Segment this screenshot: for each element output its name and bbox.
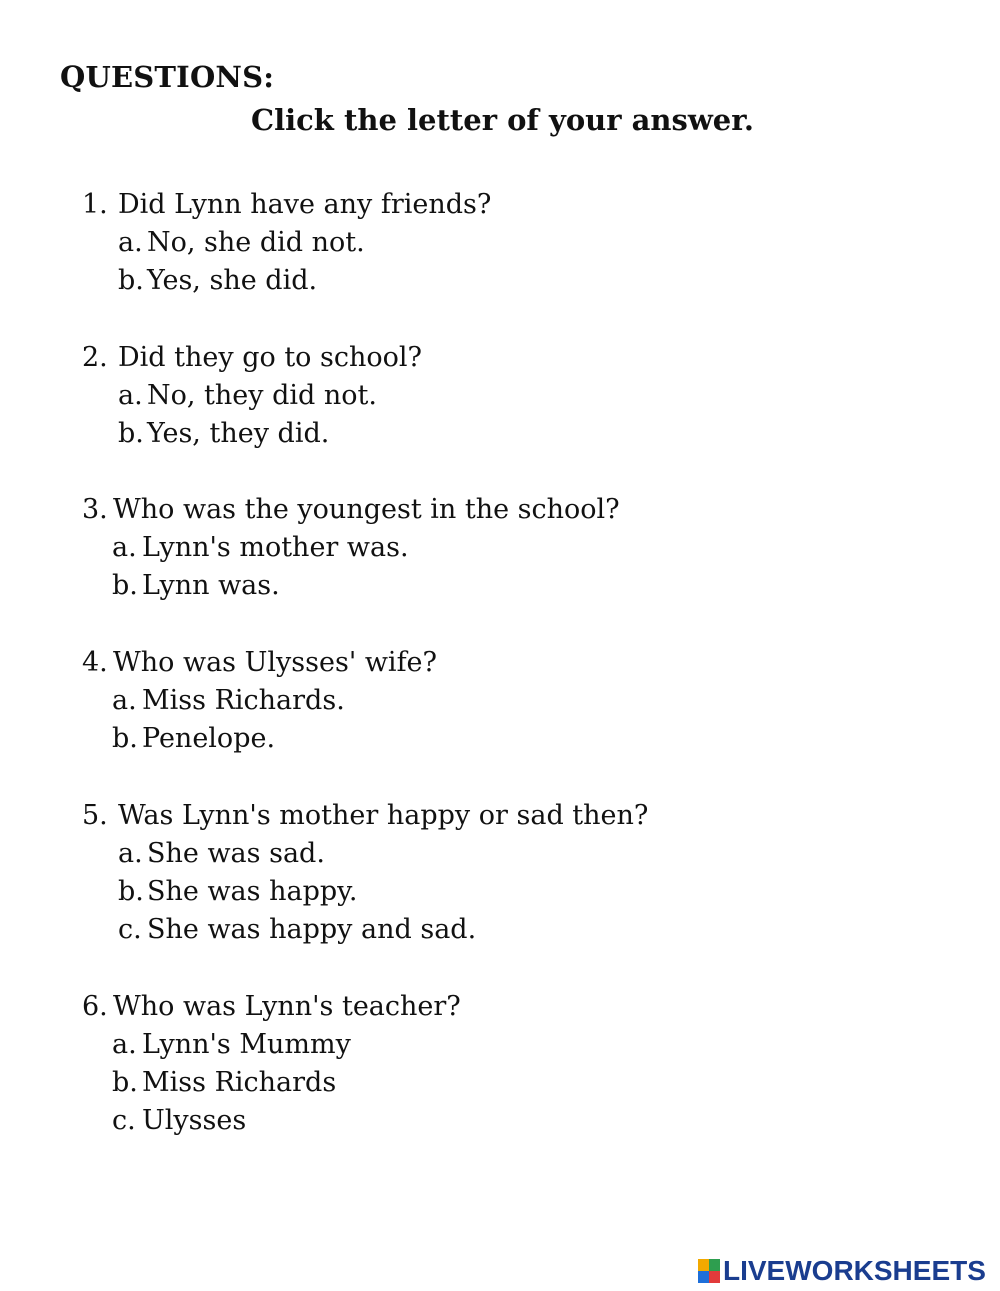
option-letter[interactable]: a. <box>118 380 143 411</box>
option-letter[interactable]: a. <box>112 685 137 716</box>
option-letter[interactable]: a. <box>118 838 143 869</box>
logo-square-tr <box>709 1259 720 1271</box>
logo-square-bl <box>698 1271 709 1283</box>
option-text: Yes, she did. <box>147 265 318 296</box>
option-text: Ulysses <box>142 1105 247 1136</box>
answer-option-4b[interactable] <box>82 720 437 758</box>
question-text: Did they go to school? <box>118 342 423 373</box>
answer-option-1a[interactable] <box>82 224 491 262</box>
answer-option-2b[interactable] <box>82 415 422 453</box>
option-text: No, she did not. <box>147 227 365 258</box>
instruction-text: Click the letter of your answer. <box>251 103 754 137</box>
option-text: She was happy. <box>147 876 358 907</box>
question-number: 2. <box>82 342 108 373</box>
option-text: She was sad. <box>147 838 325 869</box>
question-number: 4. <box>82 647 108 678</box>
page-title: QUESTIONS: <box>60 60 275 94</box>
logo-square-tl <box>698 1259 709 1271</box>
answer-option-5a[interactable] <box>82 835 648 873</box>
option-letter[interactable]: b. <box>112 1067 138 1098</box>
option-letter[interactable]: b. <box>118 418 144 449</box>
option-letter[interactable]: b. <box>112 570 138 601</box>
answer-option-4a[interactable] <box>82 682 437 720</box>
question-2 <box>82 339 422 453</box>
option-text: Penelope. <box>142 723 276 754</box>
question-number: 6. <box>82 991 108 1022</box>
option-text: Lynn was. <box>142 570 280 601</box>
question-5 <box>82 797 648 949</box>
question-text: Was Lynn's mother happy or sad then? <box>118 800 649 831</box>
logo-square-br <box>709 1271 720 1283</box>
brand-name: LIVEWORKSHEETS <box>723 1255 986 1286</box>
option-text: Lynn's mother was. <box>142 532 409 563</box>
question-number: 5. <box>82 800 108 831</box>
question-text: Did Lynn have any friends? <box>118 189 492 220</box>
answer-option-6b[interactable] <box>82 1064 461 1102</box>
option-letter[interactable]: b. <box>112 723 138 754</box>
answer-option-6c[interactable] <box>82 1102 461 1140</box>
option-text: Miss Richards. <box>142 685 345 716</box>
question-3 <box>82 491 620 605</box>
question-text: Who was Lynn's teacher? <box>113 991 461 1022</box>
answer-option-2a[interactable] <box>82 377 422 415</box>
question-number: 3. <box>82 494 108 525</box>
answer-option-1b[interactable] <box>82 262 491 300</box>
liveworksheets-brand <box>698 1257 986 1285</box>
liveworksheets-logo-icon <box>698 1259 720 1283</box>
option-text: Yes, they did. <box>147 418 330 449</box>
question-1 <box>82 186 491 300</box>
option-letter[interactable]: a. <box>118 227 143 258</box>
option-text: She was happy and sad. <box>147 914 477 945</box>
option-text: Miss Richards <box>142 1067 337 1098</box>
answer-option-6a[interactable] <box>82 1026 461 1064</box>
question-6 <box>82 988 461 1140</box>
answer-option-5b[interactable] <box>82 873 648 911</box>
option-letter[interactable]: c. <box>118 914 142 945</box>
option-letter[interactable]: a. <box>112 1029 137 1060</box>
question-number: 1. <box>82 189 108 220</box>
answer-option-5c[interactable] <box>82 911 648 949</box>
option-text: Lynn's Mummy <box>142 1029 351 1060</box>
option-text: No, they did not. <box>147 380 377 411</box>
answer-option-3b[interactable] <box>82 567 620 605</box>
answer-option-3a[interactable] <box>82 529 620 567</box>
option-letter[interactable]: b. <box>118 265 144 296</box>
option-letter[interactable]: a. <box>112 532 137 563</box>
option-letter[interactable]: c. <box>112 1105 136 1136</box>
question-text: Who was Ulysses' wife? <box>113 647 438 678</box>
option-letter[interactable]: b. <box>118 876 144 907</box>
question-text: Who was the youngest in the school? <box>113 494 620 525</box>
question-4 <box>82 644 437 758</box>
